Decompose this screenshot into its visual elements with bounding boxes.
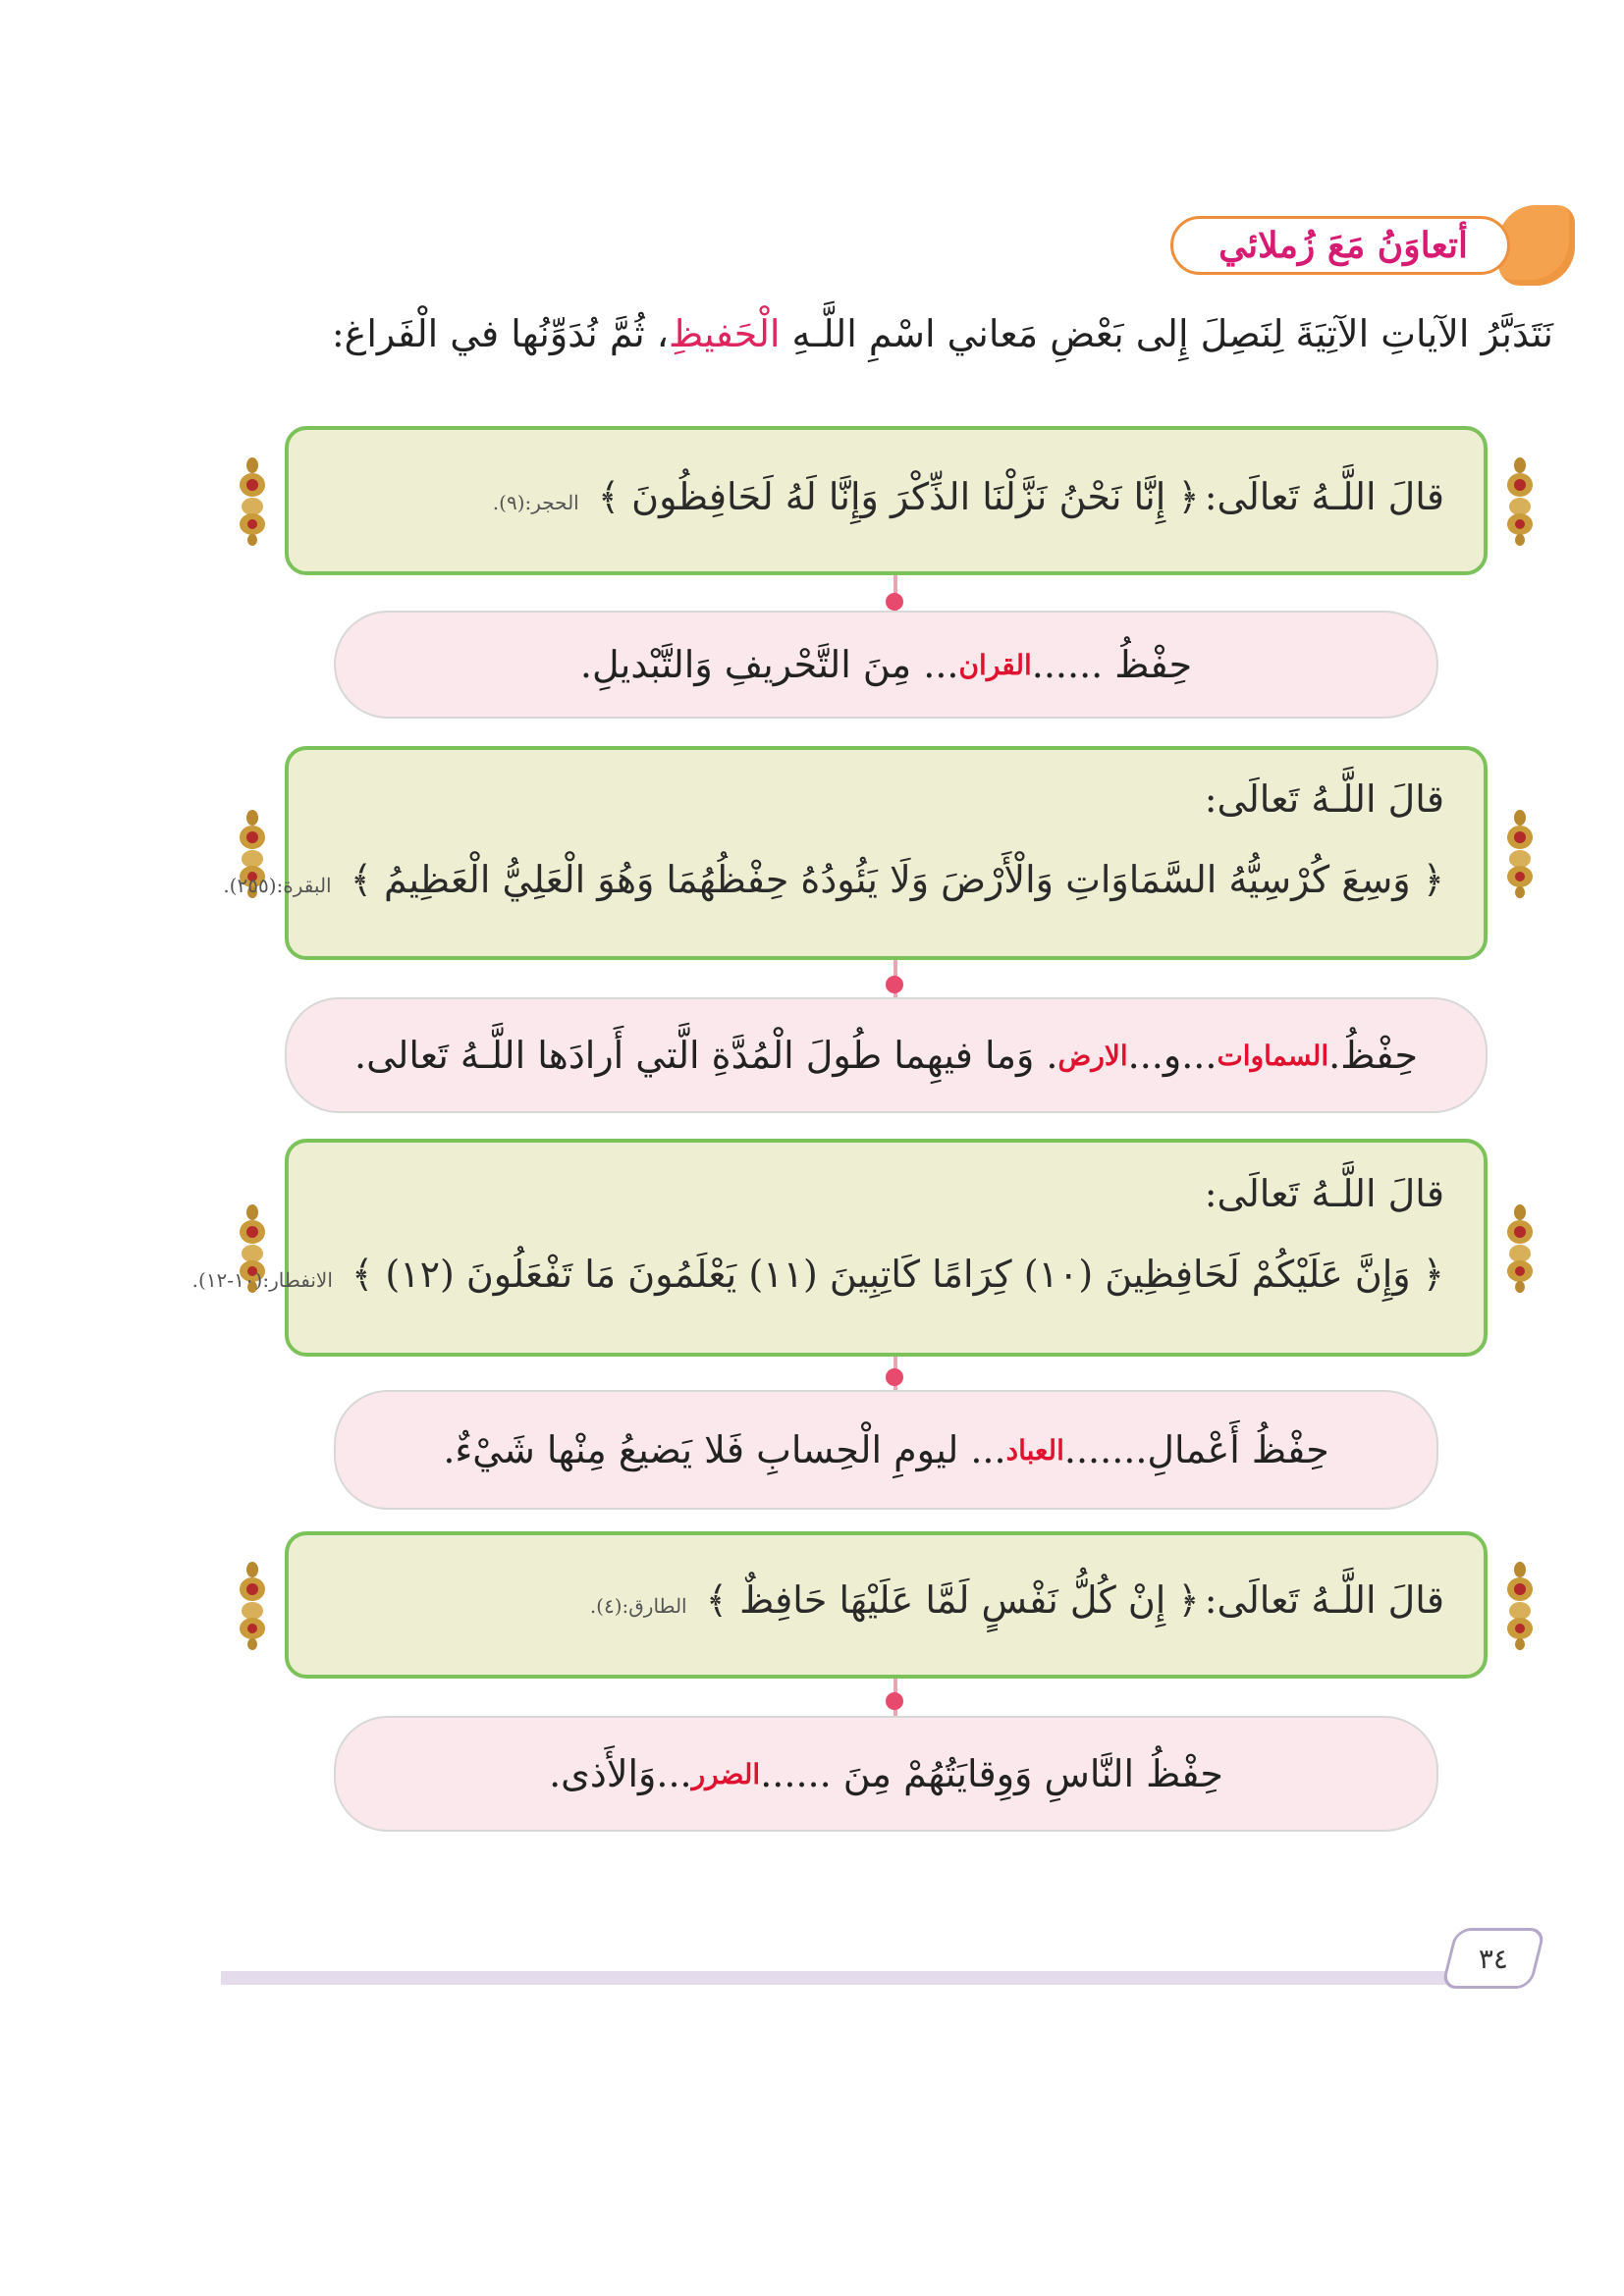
answer-pill-1	[334, 611, 1438, 719]
answer-middle: ...و...	[1127, 1034, 1218, 1077]
connector-dot	[886, 1368, 903, 1386]
ayah-reference: البقرة:(٢٥٥).	[223, 874, 332, 897]
said-label: قالَ اللَّـهُ تَعالَى:	[1204, 1172, 1444, 1215]
verse-box-4	[285, 1531, 1488, 1679]
verse-box-2	[223, 746, 1488, 960]
said-line	[1205, 777, 1444, 821]
ayah-reference: الطارق:(٤).	[589, 1594, 687, 1618]
section-title: أتعاوَنُ مَعَ زُملائي	[1170, 216, 1510, 275]
instruction-before: نَتَدَبَّرُ الآياتِ الآتِيَةَ لِنَصِلَ إِلى بَعْضِ مَعاني اسْمِ اللَّـهِ	[780, 312, 1553, 355]
answer-filled[interactable]: القران	[958, 648, 1032, 681]
ayah-text: ﴿ إِنَّا نَحْنُ نَزَّلْنَا الذِّكْرَ وَإِنَّا لَهُ لَحَافِظُونَ ﴾	[597, 475, 1200, 518]
said-line	[1205, 1172, 1444, 1215]
ayah-text: ﴿ إِنْ كُلُّ نَفْسٍ لَمَّا عَلَيْهَا حَافِظٌ ﴾	[705, 1578, 1200, 1622]
answer-before: حِفْظُ أَعْمالِ.......	[1063, 1428, 1329, 1471]
ayah-text: ﴿ وَإِنَّ عَلَيْكُمْ لَحَافِظِينَ (١٠) كِرَامًا كَاتِبِينَ (١١) يَعْلَمُونَ مَا تَفْعَلُونَ (١٢) ﴾	[352, 1253, 1444, 1296]
ornament-icon	[1505, 455, 1535, 546]
instruction-highlight: الْحَفيظِ	[669, 312, 781, 355]
answer-pill-3	[334, 1390, 1438, 1510]
verse-box-1	[285, 426, 1488, 575]
section-header	[1170, 206, 1575, 285]
answer-pill-4	[334, 1716, 1438, 1832]
answer-after: ...وَالأَذى.	[549, 1752, 692, 1795]
answer-filled[interactable]: السماوات	[1217, 1039, 1329, 1072]
verse-line	[192, 1253, 1444, 1296]
connector-dot	[886, 593, 903, 611]
answer-before: حِفْظُ.	[1328, 1034, 1418, 1077]
instruction-after: ، ثُمَّ نُدَوِّنُها في الْفَراغ:	[331, 312, 670, 355]
page-number-badge	[1440, 1928, 1545, 1989]
answer-before: حِفْظُ ......	[1031, 643, 1193, 686]
answer-pill-2	[285, 997, 1488, 1113]
answer-filled[interactable]: العباد	[1005, 1433, 1064, 1467]
answer-after: ... ليومِ الْحِسابِ فَلا يَضيعُ مِنْها شَيْءٌ.	[443, 1428, 1006, 1471]
ornament-icon	[238, 455, 267, 546]
said-label: قالَ اللَّـهُ تَعالَى:	[1204, 475, 1444, 518]
ayah-reference: الحجر:(٩).	[492, 491, 579, 514]
ornament-icon	[1505, 808, 1535, 898]
answer-filled[interactable]: الضرر	[691, 1757, 761, 1790]
answer-after: ... مِنَ التَّحْريفِ وَالتَّبْديلِ.	[579, 643, 959, 686]
verse-line	[590, 1578, 1444, 1622]
footer-bar	[221, 1971, 1497, 1985]
answer-after: . وَما فيهِما طُولَ الْمُدَّةِ الَّتي أَرادَها اللَّـهُ تَعالى.	[354, 1034, 1058, 1077]
ayah-text: ﴿ وَسِعَ كُرْسِيُّهُ السَّمَاوَاتِ وَالْأَرْضَ وَلَا يَئُودُهُ حِفْظُهُمَا وَهُوَ الْعَلِيُّ الْعَظِيمُ ﴾	[350, 858, 1444, 901]
answer-filled-2[interactable]: الارض	[1057, 1039, 1128, 1072]
instruction-text	[198, 312, 1553, 355]
ayah-reference: الانفطار:(١٠-١٢).	[191, 1268, 333, 1292]
ornament-icon	[238, 1560, 267, 1650]
connector-dot	[886, 976, 903, 993]
page-number: ٣٤	[1478, 1942, 1509, 1975]
ornament-icon	[1505, 1202, 1535, 1293]
verse-box-3	[191, 1139, 1488, 1357]
said-label: قالَ اللَّـهُ تَعالَى:	[1204, 777, 1444, 821]
answer-before: حِفْظُ النَّاسِ وَوِقايَتُهُمْ مِنَ ......	[760, 1752, 1223, 1795]
verse-line	[493, 475, 1444, 518]
verse-line	[223, 858, 1444, 901]
said-label: قالَ اللَّـهُ تَعالَى:	[1204, 1578, 1444, 1622]
connector-dot	[886, 1692, 903, 1710]
ornament-icon	[1505, 1560, 1535, 1650]
